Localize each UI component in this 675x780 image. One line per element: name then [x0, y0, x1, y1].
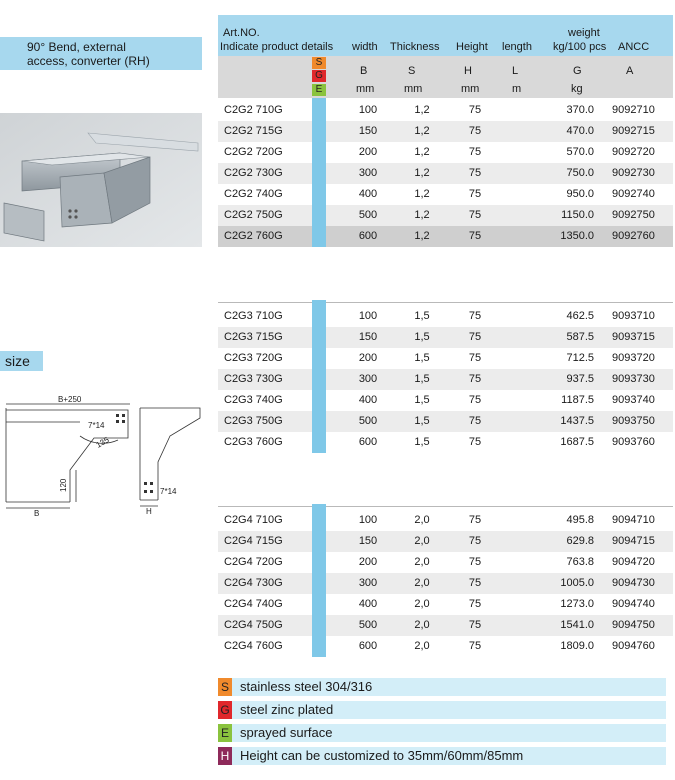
cell-ancc: 9092720	[612, 146, 655, 158]
cell-thickness: 1,2	[414, 125, 430, 137]
table-row	[218, 552, 673, 573]
cell-ancc: 9094740	[612, 598, 655, 610]
cell-ancc: 9093730	[612, 373, 655, 385]
legend-text: sprayed surface	[240, 725, 333, 740]
legend-code-badge: H	[218, 747, 232, 765]
legend-item	[218, 724, 666, 742]
cell-thickness: 1,5	[414, 415, 430, 427]
legend-item	[218, 678, 666, 696]
cell-height: 75	[468, 188, 482, 200]
cell-ancc: 9094710	[612, 514, 655, 526]
cell-art-no: C2G4 740G	[224, 598, 283, 610]
cell-width: 400	[358, 394, 378, 406]
cell-ancc: 9093740	[612, 394, 655, 406]
cell-ancc: 9093720	[612, 352, 655, 364]
cell-thickness: 1,5	[414, 436, 430, 448]
badge-e: E	[312, 84, 326, 96]
dim-120: 120	[59, 478, 68, 492]
cell-thickness: 1,5	[414, 331, 430, 343]
cell-weight: 1150.0	[561, 209, 594, 221]
cell-width: 400	[358, 598, 378, 610]
cell-height: 75	[468, 352, 482, 364]
cell-art-no: C2G4 730G	[224, 577, 283, 589]
size-label: size	[0, 351, 43, 371]
cell-art-no: C2G2 750G	[224, 209, 283, 221]
cell-width: 600	[358, 640, 378, 652]
cell-art-no: C2G2 710G	[224, 104, 283, 116]
cell-thickness: 1,2	[414, 230, 430, 242]
cell-weight: 1350.0	[560, 230, 594, 242]
cell-art-no: C2G2 760G	[224, 230, 283, 242]
unit-s: mm	[404, 83, 423, 95]
cell-height: 75	[468, 331, 482, 343]
cell-thickness: 1,5	[414, 394, 430, 406]
product-title-line1: 90° Bend, external	[27, 40, 126, 54]
dim-h: H	[146, 507, 152, 516]
cell-height: 75	[468, 104, 482, 116]
header-height: Height	[456, 41, 488, 53]
cell-thickness: 2,0	[414, 619, 430, 631]
table-row	[218, 348, 673, 369]
table-row	[218, 510, 673, 531]
table-row	[218, 205, 673, 226]
cell-weight: 629.8	[566, 535, 594, 547]
table-row	[218, 432, 673, 453]
cell-weight: 1809.0	[560, 640, 594, 652]
cell-width: 200	[358, 352, 378, 364]
dim-b250: B+250	[58, 395, 82, 404]
cell-art-no: C2G3 730G	[224, 373, 283, 385]
cell-art-no: C2G2 715G	[224, 125, 283, 137]
cell-height: 75	[468, 373, 482, 385]
product-title	[0, 37, 202, 70]
header-art-no: Art.NO.	[223, 27, 260, 39]
cell-weight: 950.0	[566, 188, 594, 200]
cell-height: 75	[468, 535, 482, 547]
cell-width: 500	[358, 415, 378, 427]
cell-width: 150	[358, 331, 378, 343]
cell-art-no: C2G2 720G	[224, 146, 283, 158]
cell-ancc: 9094715	[612, 535, 655, 547]
cell-art-no: C2G2 730G	[224, 167, 283, 179]
cell-width: 100	[358, 310, 378, 322]
sym-h: H	[464, 65, 472, 77]
cell-thickness: 1,2	[414, 188, 430, 200]
cell-art-no: C2G4 710G	[224, 514, 283, 526]
cell-thickness: 1,2	[414, 104, 430, 116]
cell-thickness: 2,0	[414, 640, 430, 652]
header-indicate: Indicate product details	[220, 41, 334, 53]
length-column-stripe	[312, 504, 326, 657]
badge-g: G	[312, 70, 326, 82]
header-length: length	[502, 41, 532, 53]
cell-ancc: 9093750	[612, 415, 655, 427]
cell-weight: 495.8	[566, 514, 594, 526]
table-header-top	[218, 15, 673, 56]
header-weight: weight	[568, 27, 600, 39]
dimension-drawing	[0, 392, 205, 517]
unit-l: m	[512, 83, 522, 95]
cell-width: 100	[358, 104, 378, 116]
table-row	[218, 573, 673, 594]
cell-weight: 750.0	[566, 167, 594, 179]
legend-code-badge: G	[218, 701, 232, 719]
cell-art-no: C2G4 715G	[224, 535, 283, 547]
cell-ancc: 9093715	[612, 331, 655, 343]
cell-thickness: 1,2	[414, 146, 430, 158]
cell-weight: 763.8	[566, 556, 594, 568]
cell-weight: 470.0	[566, 125, 594, 137]
cell-width: 300	[358, 167, 378, 179]
cell-weight: 1273.0	[560, 598, 594, 610]
dim-b: B	[34, 509, 40, 517]
cell-height: 75	[468, 209, 482, 221]
header-ancc: ANCC	[618, 41, 650, 53]
header-width: width	[352, 41, 378, 53]
cell-weight: 712.5	[566, 352, 594, 364]
table-row	[218, 636, 673, 657]
cell-art-no: C2G4 720G	[224, 556, 283, 568]
cell-thickness: 2,0	[414, 556, 430, 568]
cell-weight: 462.5	[566, 310, 594, 322]
cell-art-no: C2G3 715G	[224, 331, 283, 343]
cell-weight: 1005.0	[560, 577, 594, 589]
table-row	[218, 142, 673, 163]
cell-width: 300	[358, 373, 378, 385]
cell-weight: 1687.5	[560, 436, 594, 448]
cell-width: 100	[358, 514, 378, 526]
cell-width: 500	[358, 619, 378, 631]
unit-b: mm	[356, 83, 375, 95]
legend-item	[218, 701, 666, 719]
legend-text: Height can be customized to 35mm/60mm/85mm	[240, 748, 524, 763]
table-row	[218, 163, 673, 184]
table-header-sub	[218, 56, 673, 98]
cell-height: 75	[468, 619, 482, 631]
cell-height: 75	[468, 436, 482, 448]
cell-height: 75	[468, 230, 482, 242]
table-row	[218, 615, 673, 636]
cell-width: 150	[358, 535, 378, 547]
cell-thickness: 2,0	[414, 535, 430, 547]
cell-art-no: C2G3 720G	[224, 352, 283, 364]
cell-ancc: 9092750	[612, 209, 655, 221]
badge-s: S	[312, 57, 326, 69]
cell-width: 500	[358, 209, 378, 221]
cell-height: 75	[468, 514, 482, 526]
cell-weight: 1437.5	[560, 415, 594, 427]
length-column-stripe	[312, 98, 326, 247]
sym-s: S	[408, 65, 416, 77]
cell-weight: 1541.0	[560, 619, 594, 631]
cell-art-no: C2G2 740G	[224, 188, 283, 200]
cell-thickness: 1,2	[414, 209, 430, 221]
cell-height: 75	[468, 125, 482, 137]
cell-ancc: 9092730	[612, 167, 655, 179]
cell-height: 75	[468, 167, 482, 179]
cell-height: 75	[468, 640, 482, 652]
cell-height: 75	[468, 310, 482, 322]
cell-height: 75	[468, 415, 482, 427]
cell-ancc: 9094750	[612, 619, 655, 631]
cell-ancc: 9092760	[612, 230, 655, 242]
table-row	[218, 327, 673, 348]
cell-ancc: 9092715	[612, 125, 655, 137]
cell-width: 600	[358, 436, 378, 448]
product-title-line2: access, converter (RH)	[27, 54, 150, 68]
cell-ancc: 9092740	[612, 188, 655, 200]
header-thickness: Thickness	[390, 41, 440, 53]
unit-h: mm	[461, 83, 480, 95]
cell-art-no: C2G3 750G	[224, 415, 283, 427]
dim-7x14-top: 7*14	[88, 421, 105, 430]
cell-weight: 937.5	[566, 373, 594, 385]
table-top-rule	[218, 302, 673, 303]
table-row	[218, 369, 673, 390]
cell-ancc: 9094760	[612, 640, 655, 652]
table-row	[218, 390, 673, 411]
cell-thickness: 1,5	[414, 310, 430, 322]
sym-a: A	[626, 65, 634, 77]
unit-g: kg	[571, 83, 583, 95]
cell-height: 75	[468, 146, 482, 158]
dim-r135: 135	[94, 435, 111, 450]
cell-width: 150	[358, 125, 378, 137]
dim-7x14-side: 7*14	[160, 487, 177, 496]
cell-thickness: 2,0	[414, 514, 430, 526]
cell-height: 75	[468, 394, 482, 406]
cell-width: 200	[358, 556, 378, 568]
table-row	[218, 121, 673, 142]
table-row	[218, 100, 673, 121]
legend-text: steel zinc plated	[240, 702, 334, 717]
cell-ancc: 9094720	[612, 556, 655, 568]
cell-ancc: 9093760	[612, 436, 655, 448]
table-row	[218, 226, 673, 247]
cell-art-no: C2G3 710G	[224, 310, 283, 322]
cell-thickness: 1,2	[414, 167, 430, 179]
cell-ancc: 9093710	[612, 310, 655, 322]
cell-thickness: 2,0	[414, 577, 430, 589]
cell-thickness: 1,5	[414, 352, 430, 364]
legend-item	[218, 747, 666, 765]
cell-ancc: 9092710	[612, 104, 655, 116]
sym-g: G	[573, 65, 582, 77]
cell-art-no: C2G3 740G	[224, 394, 283, 406]
length-column-stripe	[312, 300, 326, 453]
legend-code-badge: S	[218, 678, 232, 696]
cell-weight: 587.5	[566, 331, 594, 343]
sym-b: B	[360, 65, 368, 77]
cell-weight: 570.0	[566, 146, 594, 158]
cell-art-no: C2G4 750G	[224, 619, 283, 631]
legend-code-badge: E	[218, 724, 232, 742]
cell-height: 75	[468, 577, 482, 589]
table-row	[218, 306, 673, 327]
cell-height: 75	[468, 598, 482, 610]
table-row	[218, 411, 673, 432]
sym-l: L	[512, 65, 519, 77]
product-photo	[0, 113, 202, 247]
table-top-rule	[218, 506, 673, 507]
cell-art-no: C2G3 760G	[224, 436, 283, 448]
legend-text: stainless steel 304/316	[240, 679, 373, 694]
table-row	[218, 594, 673, 615]
header-weight-unit: kg/100 pcs	[553, 41, 607, 53]
cell-thickness: 2,0	[414, 598, 430, 610]
cell-width: 600	[358, 230, 378, 242]
cell-thickness: 1,5	[414, 373, 430, 385]
table-row	[218, 531, 673, 552]
cell-width: 200	[358, 146, 378, 158]
cell-width: 400	[358, 188, 378, 200]
table-row	[218, 184, 673, 205]
cell-height: 75	[468, 556, 482, 568]
cell-art-no: C2G4 760G	[224, 640, 283, 652]
cell-weight: 370.0	[566, 104, 594, 116]
cell-ancc: 9094730	[612, 577, 655, 589]
cell-width: 300	[358, 577, 378, 589]
cell-weight: 1187.5	[561, 394, 594, 406]
